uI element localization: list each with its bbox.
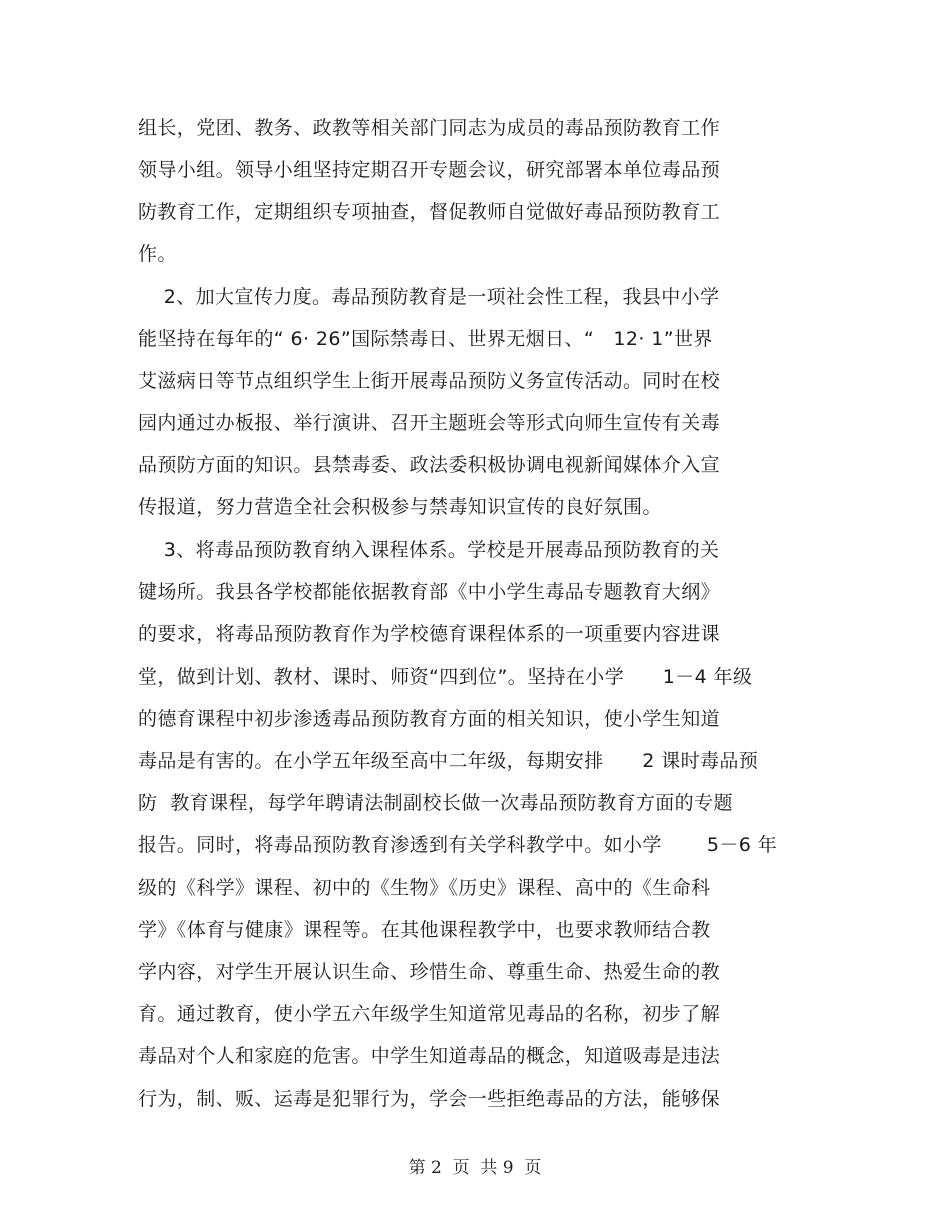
- text-line: 能坚持在每年的“ 6· 26”国际禁毒日、世界无烟日、“ 12· 1”世界: [138, 328, 713, 350]
- text-line: 学》《体育与健康》课程等。在其他课程教学中，也要求教师结合教: [138, 919, 711, 941]
- text-line: 毒品对个人和家庭的危害。中学生知道毒品的概念，知道吸毒是违法: [138, 1045, 721, 1067]
- text-line: 领导小组。领导小组坚持定期召开专题会议，研究部署本单位毒品预: [138, 159, 721, 181]
- text-line: 艾滋病日等节点组织学生上街开展毒品预防义务宣传活动。同时在校: [138, 370, 721, 392]
- text-line: 学内容，对学生开展认识生命、珍惜生命、尊重生命、热爱生命的教: [138, 961, 721, 983]
- text-line: 键场所。我县各学校都能依据教育部《中小学生毒品专题教育大纲》: [138, 581, 721, 603]
- text-line: 防 教育课程，每学年聘请法制副校长做一次毒品预防教育方面的专题: [138, 792, 733, 814]
- text-line: 作。: [138, 243, 177, 265]
- text-line: 防教育工作，定期组织专项抽查，督促教师自觉做好毒品预防教育工: [138, 201, 721, 223]
- text-line: 级的《科学》课程、初中的《生物》《历史》课程、高中的《生命科: [138, 877, 711, 899]
- text-line: 育。通过教育，使小学五六年级学生知道常见毒品的名称，初步了解: [138, 1003, 721, 1025]
- text-line: 堂，做到计划、教材、课时、师资“四到位”。坚持在小学 1－4 年级: [138, 666, 753, 688]
- text-line: 2、加大宣传力度。毒品预防教育是一项社会性工程，我县中小学: [138, 286, 720, 308]
- page-number-footer: 第 2 页 共 9 页: [408, 1158, 542, 1178]
- text-line: 毒品是有害的。在小学五年级至高中二年级，每期安排 2 课时毒品预: [138, 750, 759, 772]
- text-line: 的要求，将毒品预防教育作为学校德育课程体系的一项重要内容进课: [138, 623, 721, 645]
- text-line: 品预防方面的知识。县禁毒委、政法委积极协调电视新闻媒体介入宣: [138, 454, 721, 476]
- text-line: 的德育课程中初步渗透毒品预防教育方面的相关知识，使小学生知道: [138, 708, 721, 730]
- text-line: 3、将毒品预防教育纳入课程体系。学校是开展毒品预防教育的关: [138, 539, 720, 561]
- text-line: 行为，制、贩、运毒是犯罪行为，学会一些拒绝毒品的方法，能够保: [138, 1088, 721, 1110]
- text-line: 园内通过办板报、举行演讲、召开主题班会等形式向师生宣传有关毒: [138, 412, 721, 434]
- text-line: 组长，党团、教务、政教等相关部门同志为成员的毒品预防教育工作: [138, 117, 721, 139]
- text-line: 传报道，努力营造全社会积极参与禁毒知识宣传的良好氛围。: [138, 496, 662, 518]
- text-line: 报告。同时，将毒品预防教育渗透到有关学科教学中。如小学 5－6 年: [138, 834, 778, 856]
